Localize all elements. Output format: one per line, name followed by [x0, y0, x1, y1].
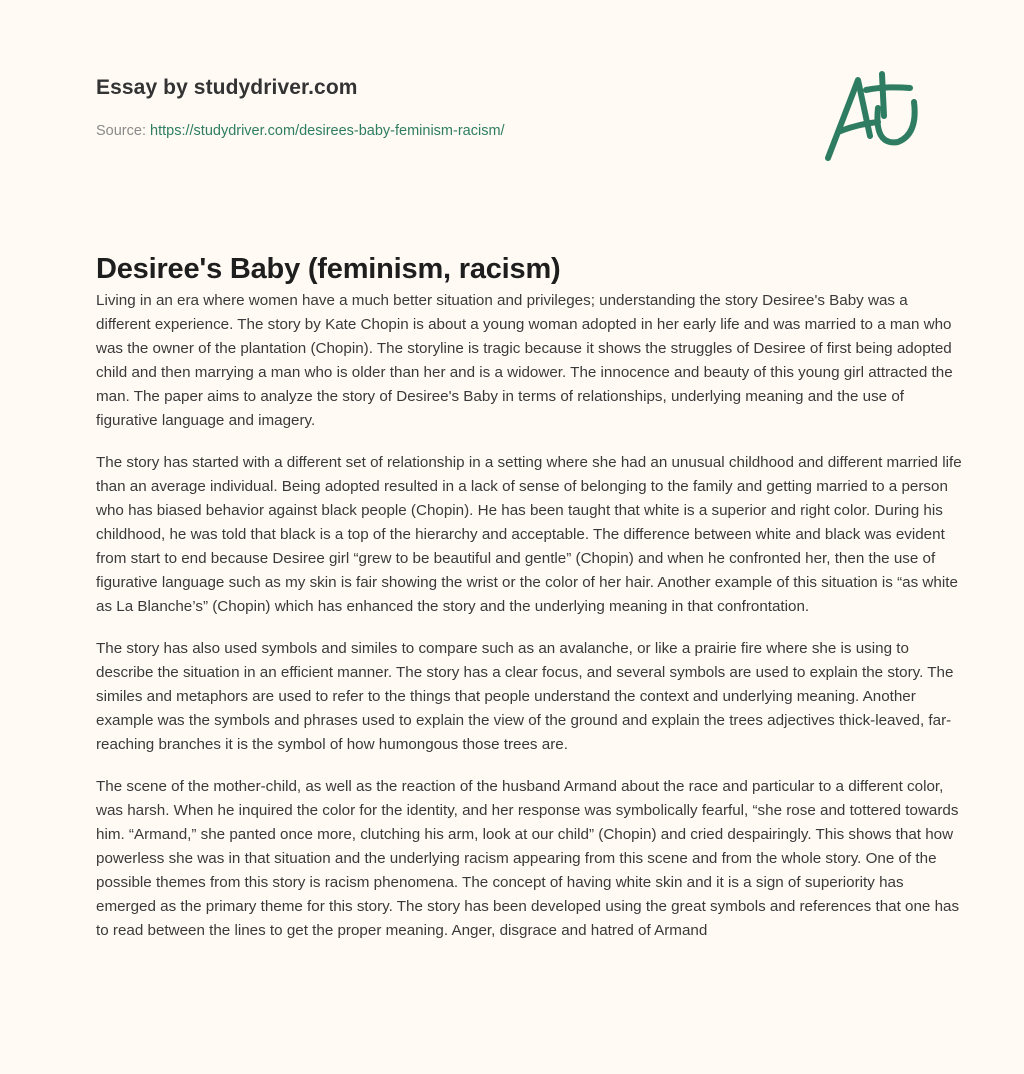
source-link[interactable]: https://studydriver.com/desirees-baby-feminism-racism/	[150, 123, 505, 139]
essay-title: Desiree's Baby (feminism, racism)	[96, 253, 561, 285]
essay-paragraph: Living in an era where women have a much better situation and privileges; understanding the story Desiree's Baby was a different experience. The story by Kate Chopin is about a young woman adopted in her early life and was married to a man who was the owner of the plantation (Chopin). The storyline is tragic because it shows the struggles of Desiree of first being adopted child and then marrying a man who is older than her and is a widower. The innocence and beauty of this young girl attracted the man. The paper aims to analyze the story of Desiree's Baby in terms of relationships, underlying meaning and the use of figurative language and imagery.	[96, 292, 953, 429]
a-plus-logo-icon	[818, 66, 928, 166]
site-title: Essay by studydriver.com	[96, 76, 358, 99]
source-label: Source:	[96, 123, 146, 139]
source-line	[96, 123, 505, 139]
essay-body	[96, 289, 962, 961]
essay-paragraph: The story has also used symbols and similes to compare such as an avalanche, or like a prairie fire where she is using to describe the situation in an efficient manner. The story has a clear focus, and several symbols are used to explain the story. The similes and metaphors are used to refer to the things that people understand the context and underlying meaning. Another example was the symbols and phrases used to explain the view of the ground and explain the trees adjectives thick-leaved, far-reaching branches it is the symbol of how humongous those trees are.	[96, 640, 954, 753]
essay-paragraph: The story has started with a different set of relationship in a setting where she had an unusual childhood and different married life than an average individual. Being adopted resulted in a lack of sense of belonging to the family and getting married to a person who has biased behavior against black people (Chopin). He has been taught that white is a superior and right color. During his childhood, he was told that black is a top of the hierarchy and acceptable. The difference between white and black was evident from start to end because Desiree girl “grew to be beautiful and gentle” (Chopin) and when he confronted her, then the use of figurative language such as my skin is fair showing the wrist or the color of her hair. Another example of this situation is “as white as La Blanche’s” (Chopin) which has enhanced the story and the underlying meaning in that confrontation.	[96, 454, 962, 615]
essay-paragraph: The scene of the mother-child, as well as the reaction of the husband Armand about the race and particular to a different color, was harsh. When he inquired the color for the identity, and her response was symbolically fearful, “she rose and tottered towards him. “Armand,” she panted once more, clutching his arm, look at our child” (Chopin) and cried despairingly. This shows that how powerless she was in that situation and the underlying racism appearing from this scene and from the whole story. One of the possible themes from this story is racism phenomena. The concept of having white skin and it is a sign of superiority has emerged as the primary theme for this story. The story has been developed using the great symbols and references that one has to read between the lines to get the proper meaning. Anger, disgrace and hatred of Armand	[96, 778, 960, 939]
